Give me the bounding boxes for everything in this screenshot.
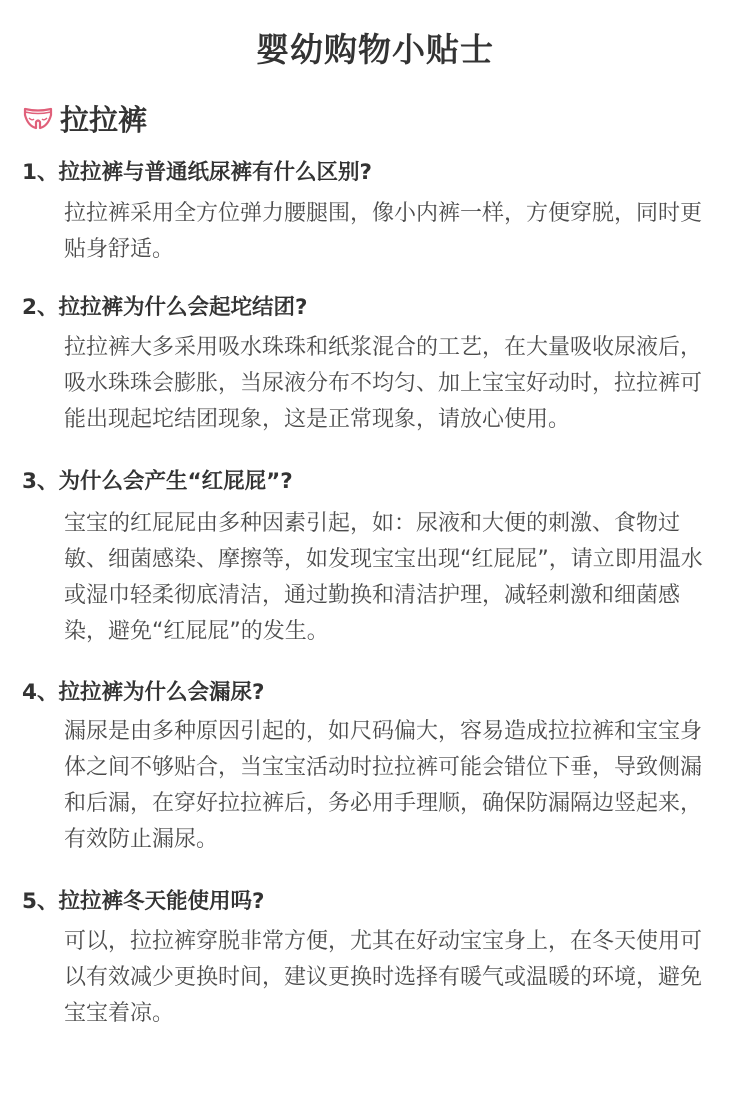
diaper-pants-icon — [22, 102, 54, 134]
question-3: 3、为什么会产生“红屁屁”? — [22, 469, 293, 494]
page-title: 婴幼购物小贴士 — [256, 30, 494, 69]
section-header — [22, 98, 147, 138]
question-1: 1、拉拉裤与普通纸尿裤有什么区别? — [22, 160, 372, 185]
answer-4: 漏尿是由多种原因引起的，如尺码偏大，容易造成拉拉裤和宝宝身体之间不够贴合，当宝宝活动时拉拉裤可能会错位下垂，导致侧漏和后漏，在穿好拉拉裤后，务必用手理顺，确保防漏隔边竖起来，有效防止漏尿。 — [64, 719, 703, 852]
answer-5: 可以，拉拉裤穿脱非常方便，尤其在好动宝宝身上，在冬天使用可以有效减少更换时间，建议更换时选择有暖气或温暖的环境，避免宝宝着凉。 — [64, 929, 703, 1026]
section-title: 拉拉裤 — [60, 102, 148, 137]
answer-1: 拉拉裤采用全方位弹力腰腿围，像小内裤一样，方便穿脱，同时更贴身舒适。 — [64, 201, 703, 262]
question-4: 4、拉拉裤为什么会漏尿? — [22, 680, 265, 705]
answer-3: 宝宝的红屁屁由多种因素引起，如：尿液和大便的刺激、食物过敏、细菌感染、摩擦等，如发现宝宝出现“红屁屁”，请立即用温水或湿巾轻柔彻底清洁，通过勤换和清洁护理，减轻刺激和细菌感染，避免“红屁屁”的发生。 — [64, 511, 703, 644]
answer-2: 拉拉裤大多采用吸水珠珠和纸浆混合的工艺，在大量吸收尿液后，吸水珠珠会膨胀，当尿液分布不均匀、加上宝宝好动时，拉拉裤可能出现起坨结团现象，这是正常现象，请放心使用。 — [64, 335, 703, 432]
question-5: 5、拉拉裤冬天能使用吗? — [22, 889, 265, 914]
question-2: 2、拉拉裤为什么会起坨结团? — [22, 295, 308, 320]
